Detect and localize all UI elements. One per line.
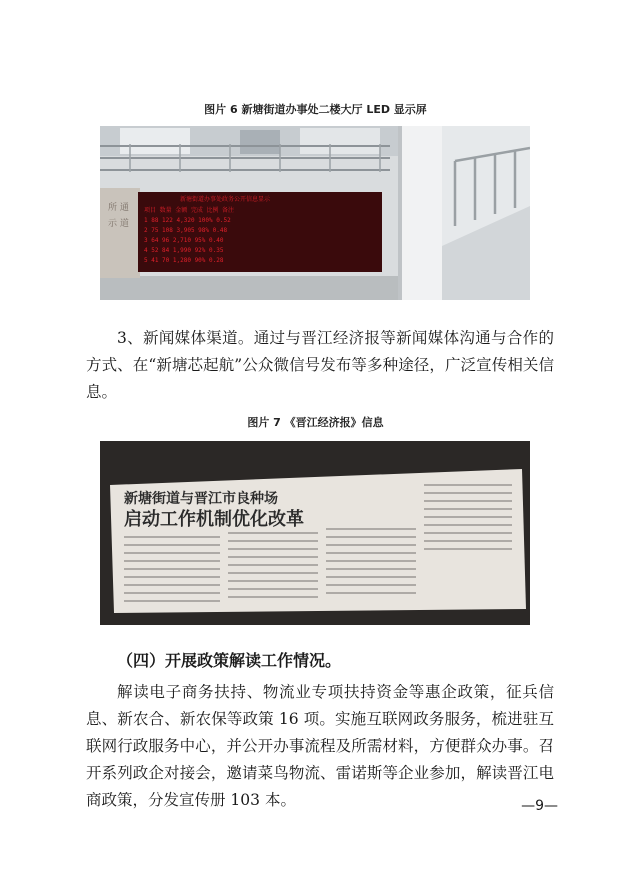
- svg-text:3 64 96 2,710 95% 0.40: 3 64 96 2,710 95% 0.40: [144, 237, 224, 244]
- svg-text:4 52 84 1,990 92% 0.35: 4 52 84 1,990 92% 0.35: [144, 247, 224, 254]
- svg-text:1 88 122 4,320 100% 0.52: 1 88 122 4,320 100% 0.52: [144, 217, 231, 224]
- page-number: —9—: [521, 798, 558, 814]
- section-heading: （四）开展政策解读工作情况。: [117, 651, 342, 670]
- led-hall-illustration: [100, 126, 530, 300]
- svg-text:项目 数量 金额 完成 比例 备注: 项目 数量 金额 完成 比例 备注: [144, 207, 235, 214]
- svg-text:所 通: 所 通: [108, 203, 129, 213]
- led-display-photo: [100, 126, 530, 300]
- svg-text:新塘街道办事处政务公开信息显示: 新塘街道办事处政务公开信息显示: [180, 196, 271, 203]
- newspaper-headline-2: 启动工作机制优化改革: [124, 509, 304, 530]
- figure-7-caption: 图片 7 《晋江经济报》信息: [247, 416, 384, 429]
- svg-text:2 75 108 3,905 98% 0.48: 2 75 108 3,905 98% 0.48: [144, 227, 228, 234]
- policy-interpretation-paragraph: 解读电子商务扶持、物流业专项扶持资金等惠企政策，征兵信息、新农合、新农保等政策 16 项。实施互联网政务服务，梳进驻互联网行政服务中心，并公开办事流程及所需材料，方便群众办事。召开系列政企对接会，邀请菜鸟物流、雷诺斯等企业参加，解读晋江电商政策，分发宣传册 103 本。: [86, 683, 554, 809]
- figure-6-caption: 图片 6 新塘街道办事处二楼大厅 LED 显示屏: [204, 103, 427, 116]
- svg-text:5 41 70 1,280 90% 0.28: 5 41 70 1,280 90% 0.28: [144, 257, 224, 264]
- newspaper-illustration: [100, 441, 530, 625]
- svg-text:示 道: 示 道: [108, 219, 129, 229]
- newspaper-clipping-photo: [100, 441, 530, 625]
- media-channel-paragraph: 3、新闻媒体渠道。通过与晋江经济报等新闻媒体沟通与合作的方式、在“新塘芯起航”公众微信号发布等多种途径，广泛宣传相关信息。: [86, 329, 554, 401]
- newspaper-headline-1: 新塘街道与晋江市良种场: [124, 491, 278, 507]
